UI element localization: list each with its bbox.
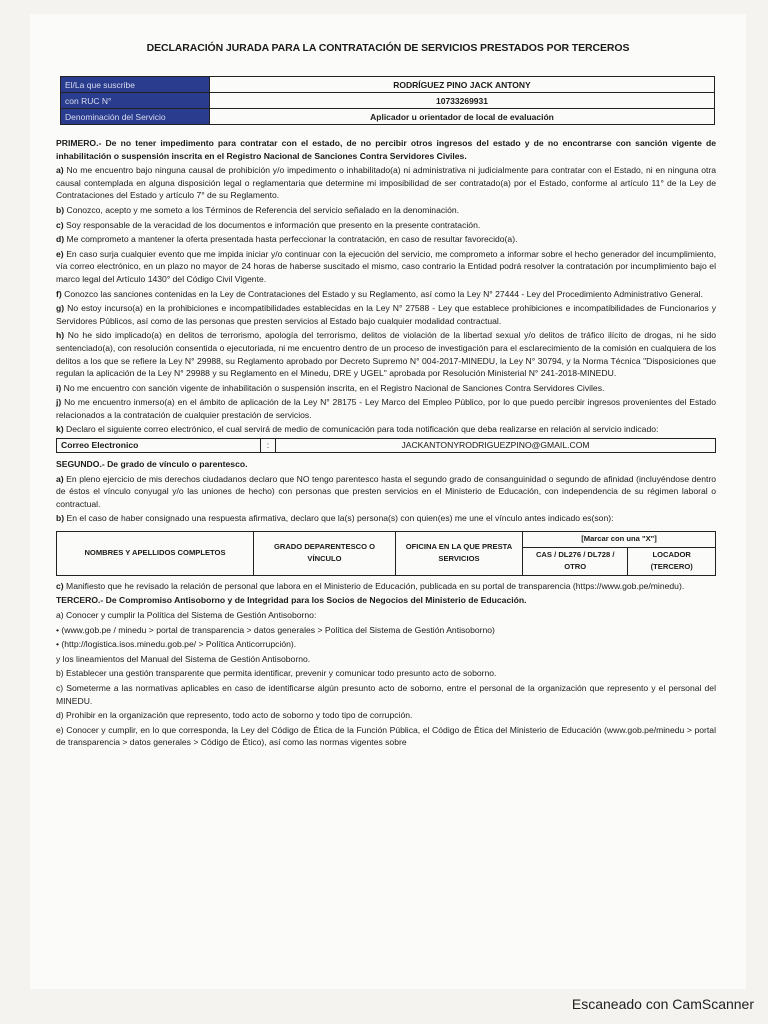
clause-c — [56, 219, 716, 232]
kinship-table — [56, 531, 716, 576]
clause-segundo-b — [56, 512, 716, 525]
section-segundo-heading: SEGUNDO.- De grado de vínculo o parentesco. — [56, 459, 248, 470]
clause-segundo-a — [56, 473, 716, 511]
clause-letter: h) — [56, 330, 65, 341]
clause-text: No he sido implicado(a) en delitos de terrorismo, apología del terrorismo, delitos de violación de la libertad sexual y/o delitos de tráfico ilícito de drogas, ni he sido sentenciado(a), con resolución consentida o ejecutoriada, ni me encuentro dentro de un proceso de investigación para el esclarecimiento de la comisión en cualquiera de los delitos a los que se refiere la Ley N° 29988, su Reglamento aprobado por Decreto Supremo N° 004-2017-MINEDU, la Ley N° 30794, y la Norma Técnica "Disposiciones que regulan la aplicación de la Ley N° 29988 y su Reglamento en el Minedu, DRE y UGEL" aprobada por Resolución Ministerial N° 241-2018-MINEDU. — [56, 330, 716, 379]
clause-text: Soy responsable de la veracidad de los documentos e información que presento en la presente contratación. — [66, 219, 481, 230]
clause-tercero-b: b) Establecer una gestión transparente que permita identificar, prevenir y comunicar todo presunto acto de soborno. — [56, 668, 497, 679]
clause-letter: a) — [56, 165, 64, 176]
clause-tercero-a-end: y los lineamientos del Manual del Sistema de Gestión Antisoborno. — [56, 653, 311, 664]
clause-segundo-c — [56, 580, 716, 593]
clause-b — [56, 204, 716, 217]
clause-letter: d) — [56, 234, 65, 245]
clause-letter: g) — [56, 303, 65, 314]
clause-letter: i) — [56, 382, 62, 393]
clause-d — [56, 233, 716, 246]
email-row — [57, 439, 716, 453]
clause-letter: c) — [56, 219, 64, 230]
clause-tercero-e: e) Conocer y cumplir, en lo que corresponda, la Ley del Código de Ética de la Función Pública, el Código de Ética del Ministerio de Educación (www.gob.pe/minedu > portal de transparencia > datos generales > Código de Ético), así como las normas vigentes sobre — [56, 724, 716, 748]
clause-letter: a) — [56, 473, 64, 484]
info-row-name — [61, 77, 715, 93]
info-label: Denominación del Servicio — [61, 109, 210, 125]
contractor-info-table — [60, 76, 715, 125]
clause-g — [56, 302, 716, 327]
col-office-header: OFICINA EN LA QUE PRESTA SERVICIOS — [396, 532, 523, 576]
info-label: El/La que suscribe — [61, 77, 210, 93]
clause-text: Declaro el siguiente correo electrónico, el cual servirá de medio de comunicación para toda notificación que deba realizarse en relación al servicio indicado: — [66, 424, 659, 435]
clause-text: Conozco, acepto y me someto a los Términos de Referencia del servicio señalado en la denominación. — [66, 204, 460, 215]
clause-i — [56, 382, 716, 395]
scanner-watermark: Escaneado con CamScanner — [571, 996, 754, 1012]
clause-text: Me comprometo a mantener la oferta presentada hasta perfeccionar la contratación, en caso de resultar favorecido(a). — [66, 234, 518, 245]
col-names-header: NOMBRES Y APELLIDOS COMPLETOS — [57, 532, 254, 576]
email-value: JACKANTONYRODRIGUEZPINO@GMAIL.COM — [276, 439, 716, 453]
info-row-ruc — [61, 93, 715, 109]
clause-text: En el caso de haber consignado una respuesta afirmativa, declaro que la(s) persona(s) con quien(es) me une el vínculo antes indicado es(son): — [66, 513, 614, 524]
section-tercero-heading: TERCERO.- De Compromiso Antisoborno y de Integridad para los Socios de Negocios del Ministerio de Educación. — [56, 595, 527, 606]
clause-text: No me encuentro inmerso(a) en el ámbito de aplicación de la Ley N° 28175 - Ley Marco del Empleo Público, por lo que puedo percibir ingresos provenientes del Estado relacionados a la contratación de cualquier prestación de servicios. — [56, 397, 716, 420]
clause-letter: j) — [56, 397, 62, 408]
info-value: Aplicador u orientador de local de evaluación — [210, 109, 715, 125]
clause-text: No estoy incurso(a) en la prohibiciones e incompatibilidades establecidas en la Ley N° 27588 - Ley que establece prohibiciones e incompatibilidades de Funcionarios y Servidores Públicos, así como de las personas que presten servicios al Estado bajo cualquier modalidad contractual. — [56, 303, 717, 326]
kinship-header-row — [57, 532, 716, 548]
info-value: RODRÍGUEZ PINO JACK ANTONY — [210, 77, 715, 93]
clause-letter: c) — [56, 580, 64, 591]
clause-a — [56, 164, 716, 202]
email-separator: : — [261, 439, 276, 453]
info-row-service — [61, 109, 715, 125]
clause-tercero-c: c) Someterme a las normativas aplicables en caso de identificarse algún presunto acto de soborno, entre el personal de la organización que represento y el personal del MINEDU. — [56, 682, 716, 706]
clause-text: Conozco las sanciones contenidas en la Ley de Contrataciones del Estado y su Reglamento, así como la Ley N° 27444 - Ley del Procedimiento Administrativo General. — [64, 288, 703, 299]
document-title: DECLARACIÓN JURADA PARA LA CONTRATACIÓN DE SERVICIOS PRESTADOS POR TERCEROS — [146, 42, 630, 54]
col-cas-header: CAS / DL276 / DL728 / OTRO — [523, 547, 628, 575]
document-page — [30, 14, 746, 989]
clause-j — [56, 396, 716, 421]
clause-letter: b) — [56, 204, 65, 215]
clause-letter: k) — [56, 424, 64, 435]
clause-e — [56, 248, 716, 286]
email-label: Correo Electronico — [57, 439, 261, 453]
clause-text: En caso surja cualquier evento que me impida iniciar y/o continuar con la ejecución del servicio, me comprometo a informar sobre el hecho generador del incumplimiento, vía correo electrónico, en un plazo no mayor de 24 horas de haberse suscitado el mismo, caso contrario la Entidad podrá resolver la contratación por incumplimiento bajo el marco legal del Artículo 1430° del Código Civil Vigente. — [56, 248, 716, 284]
clause-h — [56, 329, 716, 379]
document-body — [56, 137, 716, 751]
info-value: 10733269931 — [210, 93, 715, 109]
col-locador-header: LOCADOR (TERCERO) — [628, 547, 716, 575]
clause-text: No me encuentro bajo ninguna causal de prohibición y/o impedimento o inhabilitado(a) ni administrativa ni judicialmente para contratar con el Estado, ni en ninguna otra causal contemplada en alguna disposición legal o reglamentaria que determine mi imposibilidad de ser contratado(a) por el Estado, conforme al artículo 11° de la Ley de Contrataciones del Estado y artículo 7° de su Reglamento. — [56, 165, 717, 201]
clause-tercero-a: a) Conocer y cumplir la Política del Sistema de Gestión Antisoborno: — [56, 610, 317, 620]
clause-text: No me encuentro con sanción vigente de inhabilitación o suspensión inscrita, en el Registro Nacional de Sanciones Contra Servidores Civiles. — [63, 382, 605, 393]
clause-tercero-d: d) Prohibir en la organización que represento, todo acto de soborno y todo tipo de corrupción. — [56, 710, 413, 721]
clause-tercero-bullet-2: • (http://logistica.isos.minedu.gob.pe/ > Política Anticorrupción). — [56, 639, 297, 650]
clause-letter: f) — [56, 288, 62, 299]
clause-letter: e) — [56, 248, 64, 259]
col-degree-header: GRADO DEPARENTESCO O VÍNCULO — [254, 532, 396, 576]
clause-text: Manifiesto que he revisado la relación de personal que labora en el Ministerio de Educación, publicada en su portal de transparencia (https://www.gob.pe/minedu). — [66, 580, 685, 591]
mark-x-header: [Marcar con una "X"] — [523, 532, 716, 548]
clause-text: En pleno ejercicio de mis derechos ciudadanos declaro que NO tengo parentesco hasta el segundo grado de consanguinidad o segundo de afinidad (incluyéndose dentro de éstos el vínculo conyugal y/o las uniones de hecho) con personas que presten servicios en el Ministerio de Educación, con independencia de su régimen laboral o contractual. — [56, 473, 716, 509]
email-table — [56, 438, 716, 453]
clause-f — [56, 288, 716, 301]
info-label: con RUC N° — [61, 93, 210, 109]
clause-tercero-bullet-1: • (www.gob.pe / minedu > portal de transparencia > datos generales > Política del Sistema de Gestión Antisoborno) — [56, 624, 495, 635]
section-primero-heading: PRIMERO.- De no tener impedimento para contratar con el estado, de no percibir otros ingresos del estado y de no encontrarse con sanción vigente de inhabilitación o suspensión inscrita en el Registro Nacional de Sanciones Contra Servidores Civiles. — [56, 138, 716, 161]
clause-letter: b) — [56, 513, 65, 524]
clause-k — [56, 423, 716, 436]
